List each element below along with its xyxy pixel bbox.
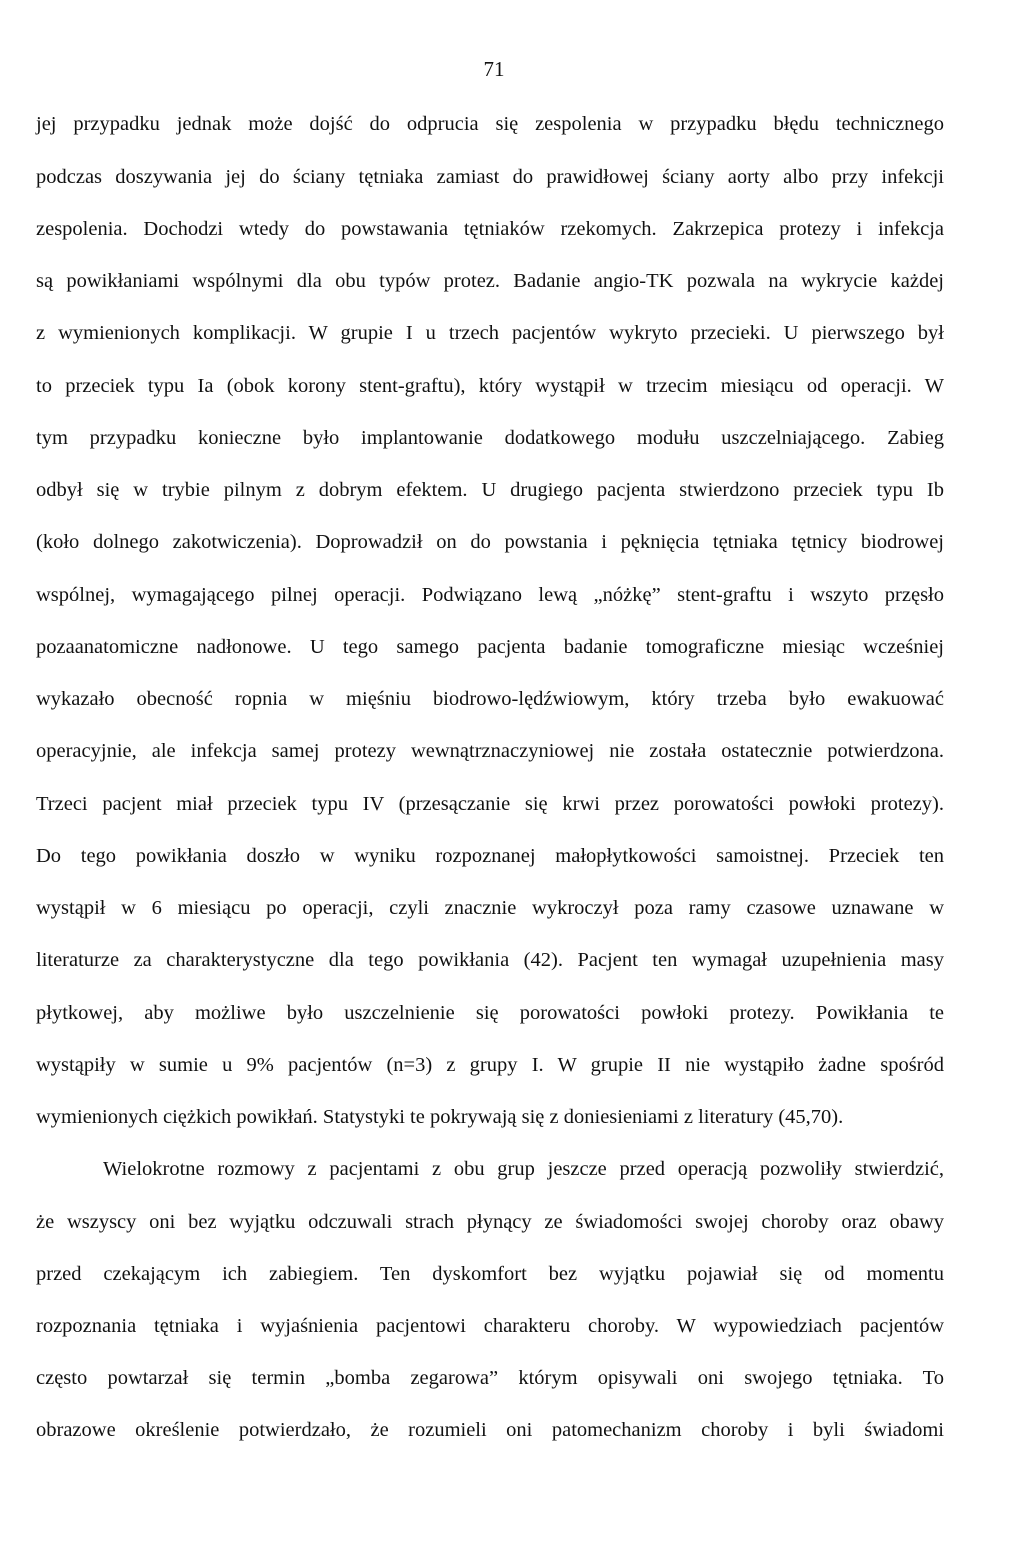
text-line: odbył się w trybie pilnym z dobrym efektem. U drugiego pacjenta stwierdzono przeciek typu Ib [36,479,944,501]
text-line: tym przypadku konieczne było implantowanie dodatkowego modułu uszczelniającego. Zabieg [36,427,944,449]
text-line: to przeciek typu Ia (obok korony stent-graftu), który wystąpił w trzecim miesiącu od operacji. W [36,375,944,397]
text-line: wykazało obecność ropnia w mięśniu biodrowo-lędźwiowym, który trzeba było ewakuować [36,688,944,710]
text-line: że wszyscy oni bez wyjątku odczuwali strach płynący ze świadomości swojej choroby oraz obawy [36,1211,944,1233]
text-line: podczas doszywania jej do ściany tętniaka zamiast do prawidłowej ściany aorty albo przy infekcji [36,166,944,188]
text-line: Do tego powikłania doszło w wyniku rozpoznanej małopłytkowości samoistnej. Przeciek ten [36,845,944,867]
text-line: często powtarzał się termin „bomba zegarowa” którym opisywali oni swojego tętniaka. To [36,1367,944,1389]
text-line: obrazowe określenie potwierdzało, że rozumieli oni patomechanizm choroby i byli świadomi [36,1419,944,1441]
text-line: Trzeci pacjent miał przeciek typu IV (przesączanie się krwi przez porowatości powłoki protezy). [36,793,944,815]
text-line: płytkowej, aby możliwe było uszczelnienie się porowatości powłoki protezy. Powikłania te [36,1002,944,1024]
text-line: pozaanatomiczne nadłonowe. U tego samego pacjenta badanie tomograficzne miesiąc wcześniej [36,636,944,658]
page-number: 71 [483,57,505,81]
text-line: wystąpiły w sumie u 9% pacjentów (n=3) z grupy I. W grupie II nie wystąpiło żadne spośród [36,1054,944,1076]
text-line: operacyjnie, ale infekcja samej protezy wewnątrznaczyniowej nie została ostatecznie potwierdzona. [36,740,944,762]
text-line: wspólnej, wymagającego pilnej operacji. Podwiązano lewą „nóżkę” stent-graftu i wszyto przęsło [36,584,944,606]
text-line: Wielokrotne rozmowy z pacjentami z obu grup jeszcze przed operacją pozwoliły stwierdzić, [103,1158,944,1180]
text-line: jej przypadku jednak może dojść do odprucia się zespolenia w przypadku błędu technicznego [36,113,944,135]
text-line: przed czekającym ich zabiegiem. Ten dyskomfort bez wyjątku pojawiał się od momentu [36,1263,944,1285]
text-line: wymienionych ciężkich powikłań. Statystyki te pokrywają się z doniesieniami z literatury (45,70). [36,1106,844,1128]
text-line: z wymienionych komplikacji. W grupie I u trzech pacjentów wykryto przecieki. U pierwszego był [36,322,944,344]
text-line: rozpoznania tętniaka i wyjaśnienia pacjentowi charakteru choroby. W wypowiedziach pacjentów [36,1315,944,1337]
text-line: zespolenia. Dochodzi wtedy do powstawania tętniaków rzekomych. Zakrzepica protezy i infekcja [36,218,944,240]
text-line: są powikłaniami wspólnymi dla obu typów protez. Badanie angio-TK pozwala na wykrycie każdej [36,270,944,292]
text-line: literaturze za charakterystyczne dla tego powikłania (42). Pacjent ten wymagał uzupełnienia masy [36,949,944,971]
text-line: (koło dolnego zakotwiczenia). Doprowadził on do powstania i pęknięcia tętniaka tętnicy biodrowej [36,531,944,553]
text-line: wystąpił w 6 miesiącu po operacji, czyli znacznie wykroczył poza ramy czasowe uznawane w [36,897,944,919]
